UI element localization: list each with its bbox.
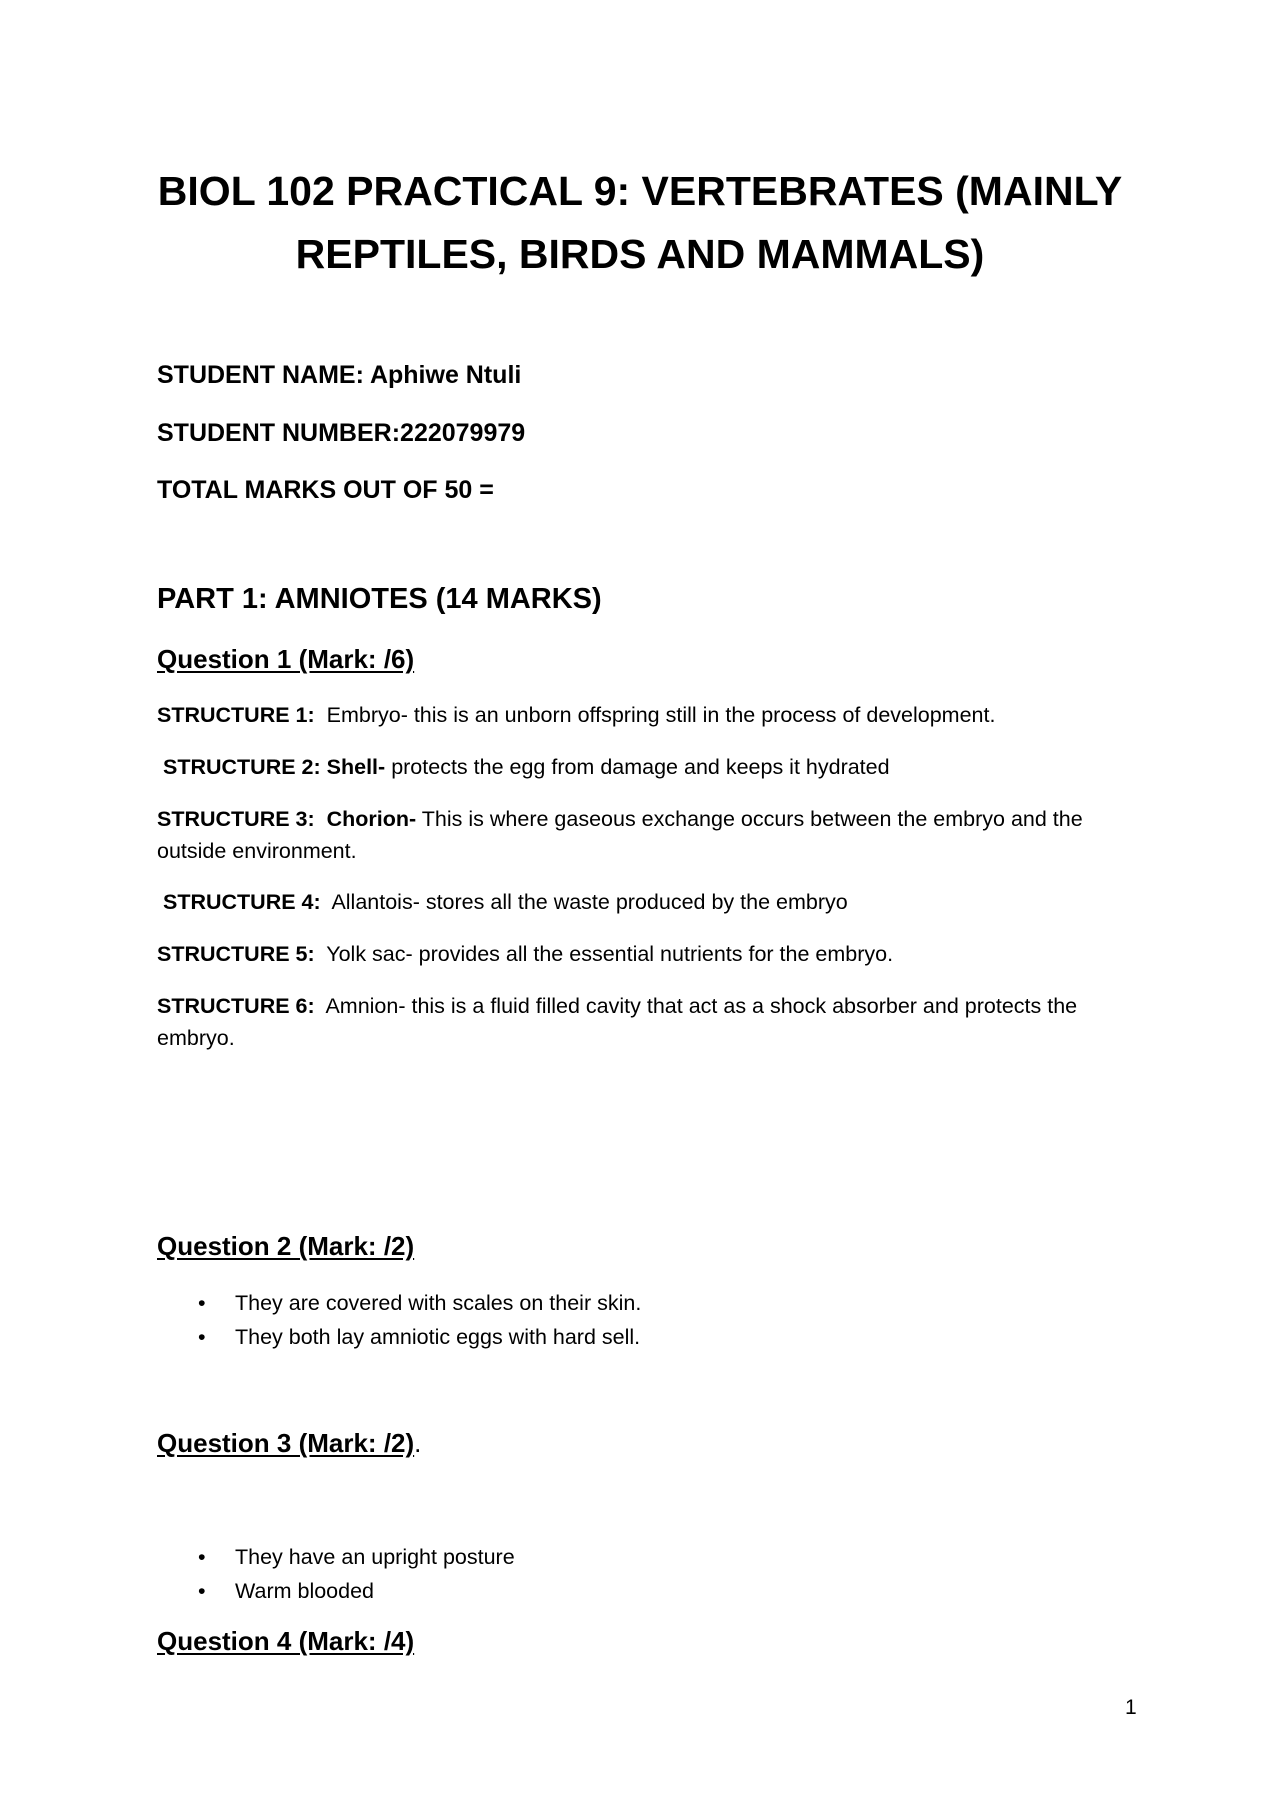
list-item <box>195 1540 1095 1574</box>
question-3-tail: . <box>414 1428 422 1458</box>
structure-3-label: STRUCTURE 3: <box>157 807 315 831</box>
structure-1 <box>157 699 1117 731</box>
bullet-icon: • <box>198 1325 206 1349</box>
question-3-answers <box>195 1540 1095 1608</box>
question-2-label: Question 2 (Mark: /2) <box>157 1231 415 1261</box>
structure-2-label: STRUCTURE 2: <box>163 755 321 779</box>
page-number: 1 <box>1125 1696 1137 1719</box>
question-1-heading <box>157 643 414 675</box>
student-name: STUDENT NAME: Aphiwe Ntuli <box>157 361 522 389</box>
document-title: BIOL 102 PRACTICAL 9: VERTEBRATES (MAINLY REPTILES, BIRDS AND MAMMALS) <box>157 168 1123 277</box>
structure-5-label: STRUCTURE 5: <box>157 942 315 966</box>
bullet-icon: • <box>198 1291 206 1315</box>
structure-6-text: Amnion- this is a fluid filled cavity that act as a shock absorber and protects the embryo. <box>157 994 1078 1050</box>
structure-2 <box>163 751 1123 783</box>
list-item <box>195 1286 1095 1320</box>
part1-heading: PART 1: AMNIOTES (14 MARKS) <box>157 583 602 615</box>
question-3-label: Question 3 (Mark: /2) <box>157 1428 415 1458</box>
structure-4-text: Allantois- stores all the waste produced by the embryo <box>331 890 848 914</box>
total-marks: TOTAL MARKS OUT OF 50 = <box>157 476 494 504</box>
structure-1-label: STRUCTURE 1: <box>157 703 315 727</box>
bullet-icon: • <box>198 1579 206 1603</box>
student-number: STUDENT NUMBER:222079979 <box>157 419 526 447</box>
structure-1-text: Embryo- this is an unborn offspring still in the process of development. <box>326 703 996 727</box>
structure-4-label: STRUCTURE 4: <box>163 890 321 914</box>
structure-3 <box>157 803 1117 867</box>
structure-2-name: Shell- <box>326 755 386 779</box>
structure-5-text: Yolk sac- provides all the essential nutrients for the embryo. <box>326 942 894 966</box>
structure-4 <box>163 886 1123 918</box>
structure-2-text: protects the egg from damage and keeps it hydrated <box>391 755 890 779</box>
answer-text: Warm blooded <box>235 1579 375 1603</box>
answer-text: They have an upright posture <box>235 1545 515 1569</box>
answer-text: They both lay amniotic eggs with hard sell. <box>235 1325 641 1349</box>
list-item <box>195 1320 1095 1354</box>
structure-5 <box>157 938 1117 970</box>
bullet-icon: • <box>198 1545 206 1569</box>
structure-3-name: Chorion- <box>326 807 417 831</box>
question-1-label: Question 1 (Mark: /6) <box>157 644 415 674</box>
question-3-heading <box>157 1427 421 1459</box>
structure-6 <box>157 990 1117 1054</box>
structure-3-text: This is where gaseous exchange occurs between the embryo and the outside environment. <box>157 807 1083 863</box>
question-4-heading <box>157 1625 414 1657</box>
answer-text: They are covered with scales on their skin. <box>235 1291 642 1315</box>
list-item <box>195 1574 1095 1608</box>
question-2-heading <box>157 1230 414 1262</box>
question-2-answers <box>195 1286 1095 1354</box>
question-4-label: Question 4 (Mark: /4) <box>157 1626 415 1656</box>
structure-6-label: STRUCTURE 6: <box>157 994 315 1018</box>
